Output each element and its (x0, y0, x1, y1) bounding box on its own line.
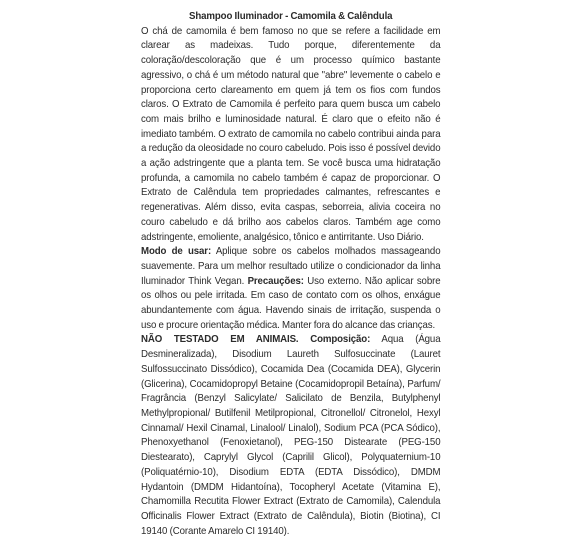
product-label (141, 10, 440, 539)
usage-heading: Modo de usar: (141, 246, 212, 258)
product-description: O chá de camomila é bem famoso no que se refere a facilidade em clarear as madeixas. Tudo porque, diferentemente da coloração/descoloração que é um processo químico bastante agressivo, o chá é um método natural que "abre" levemente o cabelo e proporciona certo clareamento em quem já tem os fios com fundos claros. O Extrato de Camomila é perfeito para quem busca um cabelo com mais brilho e luminosidade natural. É claro que o efeito não é imediato também. O extrato de camomila no cabelo contribui ainda para a redução da oleosidade no couro cabeludo. Pois isso é possível devido a ação adstringente que a planta tem. Se você busca uma hidratação profunda, a camomila no cabelo também é capaz de proporcionar. O Extrato de Calêndula tem propriedades calmantes, refrescantes e regenerativas. Além disso, evita caspas, seborreia, alivia coceira no couro cabeludo e dá brilho aos cabelos claros. Também age como adstringente, emoliente, analgésico, tônico e antirritante. Uso Diário. (141, 25, 441, 243)
product-title: Shampoo Iluminador - Camomila & Calêndula (189, 11, 393, 22)
composition-section (141, 333, 440, 539)
composition-text: Aqua (Água Desmineralizada), Disodium Laureth Sulfosuccinate (Lauret Sulfossuccinato Dissódico), Cocamida Dea (Cocamida DEA), Glycerin (Glicerina), Cocamidopropyl Betaine (Cocamidopropil Betaína), Parfum/ Fragrância (Benzyl Salicylate/ Salicilato de Benzila, Butylphenyl Methylpropional/ Butilfenil Metilpropional, Citronellol/ Citronelol, Hexyl Cinnamal/ Hexil Cinamal, Linalool/ Linalol), Sodium PCA (PCA Sódico), Phenoxyethanol (Fenoxietanol), PEG-150 Distearate (PEG-150 Diestearato), Caprylyl Glycol (Caprilil Glicol), Polyquaternium-10 (Poliquatérnio-10), Disodium EDTA (EDTA Dissódico), DMDM Hydantoin (DMDM Hidantoína), Tocopheryl Acetate (Vitamina E), Chamomilla Recutita Flower Extract (Extrato de Camomila), Calendula Officinalis Flower Extract (Extrato de Calêndula), Biotin (Biotina), CI 19140 (Corante Amarelo CI 19140). (141, 334, 441, 537)
precautions-heading: Precauções: (247, 275, 304, 287)
precautions-text: Uso externo. Não aplicar sobre os olhos ou pele irritada. Em caso de contato com os olhos, enxágue abundantemente com água. Havendo sinais de irritação, suspenda o uso e procure orientação médica. Manter fora do alcance das crianças. (141, 275, 441, 331)
usage-section (141, 245, 440, 333)
usage-text: Aplique sobre os cabelos molhados massageando suavemente. Para um melhor resultado utilize o condicionador da linha Iluminador Think Vegan. (141, 246, 441, 287)
not-tested-notice: NÃO TESTADO EM ANIMAIS. (141, 334, 299, 346)
composition-heading: Composição: (310, 334, 371, 346)
